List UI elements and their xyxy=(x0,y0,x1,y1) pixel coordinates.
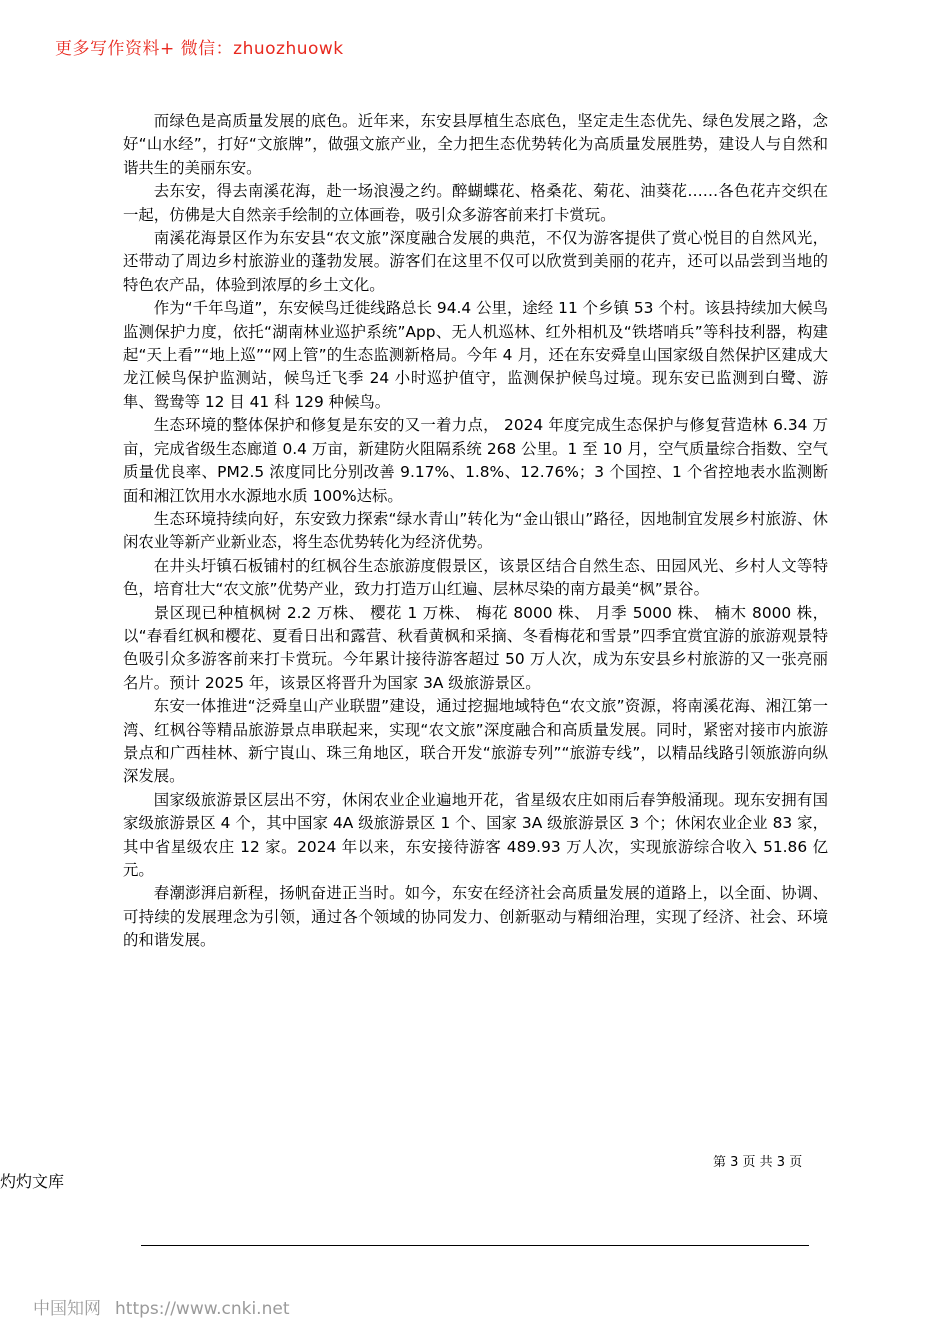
paragraph: 作为“千年鸟道”，东安候鸟迁徙线路总长 94.4 公里，途经 11 个乡镇 53 个村。该县持续加大候鸟监测保护力度，依托“湖南林业巡护系统”App、无人机巡林、红外相机及“铁塔哨兵”等科技利器，构建起“天上看”“地上巡”“网上管”的生态监测新格局。今年 4 月，还在东安舜皇山国家级自然保护区建成大龙江候鸟保护监测站，候鸟迁飞季 24 小时巡护值守，监测保护候鸟过境。现东安已监测到白鹭、游隼、鸳鸯等 12 目 41 科 129 种候鸟。 xyxy=(123,299,828,411)
library-name: 灼灼文库 xyxy=(0,1172,65,1191)
footer-divider xyxy=(141,1245,809,1246)
paragraph: 生态环境的整体保护和修复是东安的又一着力点， 2024 年度完成生态保护与修复营造林 6.34 万亩，完成省级生态廊道 0.4 万亩，新建防火阻隔系统 268 公里。1 至 10 月，空气质量综合指数、空气质量优良率、PM2.5 浓度同比分别改善 9.17%、1.8%、12.76%；3 个国控、1 个省控地表水监测断面和湘江饮用水水源地水质 100%达标。 xyxy=(123,416,828,505)
paragraph: 去东安，得去南溪花海，赴一场浪漫之约。醉蝴蝶花、格桑花、菊花、油葵花……各色花卉交织在一起，仿佛是大自然亲手绘制的立体画卷，吸引众多游客前来打卡赏玩。 xyxy=(123,182,828,224)
watermark-name: 中国知网 xyxy=(33,1299,101,1319)
paragraph: 东安一体推进“泛舜皇山产业联盟”建设，通过挖掘地域特色“农文旅”资源，将南溪花海、湘江第一湾、红枫谷等精品旅游景点串联起来，实现“农文旅”深度融合和高质量发展。同时，紧密对接市内旅游景点和广西桂林、新宁崀山、珠三角地区，联合开发“旅游专列”“旅游专线”，以精品线路引领旅游向纵深发展。 xyxy=(123,697,828,786)
paragraph: 生态环境持续向好，东安致力探索“绿水青山”转化为“金山银山”路径，因地制宜发展乡村旅游、休闲农业等新产业新业态，将生态优势转化为经济优势。 xyxy=(123,509,828,552)
page-number: 第 3 页 共 3 页 xyxy=(713,1155,803,1170)
paragraph: 在井头圩镇石板铺村的红枫谷生态旅游度假景区，该景区结合自然生态、田园风光、乡村人文等特色，培育壮大“农文旅”优势产业，致力打造万山红遍、层林尽染的南方最美“枫”景谷。 xyxy=(123,556,828,599)
article-body xyxy=(123,110,828,953)
promo-link[interactable]: 更多写作资料+ 微信：zhuozhuowk xyxy=(55,39,344,59)
paragraph: 春潮澎湃启新程，扬帆奋进正当时。如今，东安在经济社会高质量发展的道路上，以全面、协调、可持续的发展理念为引领，通过各个领域的协同发力、创新驱动与精细治理，实现了经济、社会、环境的和谐发展。 xyxy=(123,884,828,950)
paragraph: 而绿色是高质量发展的底色。近年来，东安县厚植生态底色，坚定走生态优先、绿色发展之路，念好“山水经”，打好“文旅牌”，做强文旅产业，全力把生态优势转化为高质量发展胜势，建设人与自然和谐共生的美丽东安。 xyxy=(123,112,828,177)
watermark-url[interactable]: https://www.cnki.net xyxy=(115,1299,290,1319)
watermark xyxy=(33,1294,303,1319)
paragraph: 南溪花海景区作为东安县“农文旅”深度融合发展的典范，不仅为游客提供了赏心悦目的自然风光，还带动了周边乡村旅游业的蓬勃发展。游客们在这里不仅可以欣赏到美丽的花卉，还可以品尝到当地的特色农产品，体验到浓厚的乡土文化。 xyxy=(123,229,828,294)
paragraph: 国家级旅游景区层出不穷，休闲农业企业遍地开花，省星级农庄如雨后春笋般涌现。现东安拥有国家级旅游景区 4 个，其中国家 4A 级旅游景区 1 个、国家 3A 级旅游景区 3 个；休闲农业企业 83 家，其中省星级农庄 12 家。2024 年以来，东安接待游客 489.93 万人次，实现旅游综合收入 51.86 亿元。 xyxy=(123,790,828,879)
paragraph: 景区现已种植枫树 2.2 万株、 樱花 1 万株、 梅花 8000 株、 月季 5000 株、 楠木 8000 株， 以“春看红枫和樱花、夏看日出和露营、秋看黄枫和采摘、冬看梅花和雪景”四季宜赏宜游的旅游观景特色吸引众多游客前来打卡赏玩。今年累计接待游客超过 50 万人次，成为东安县乡村旅游的又一张亮丽名片。预计 2025 年，该景区将晋升为国家 3A 级旅游景区。 xyxy=(123,603,828,692)
